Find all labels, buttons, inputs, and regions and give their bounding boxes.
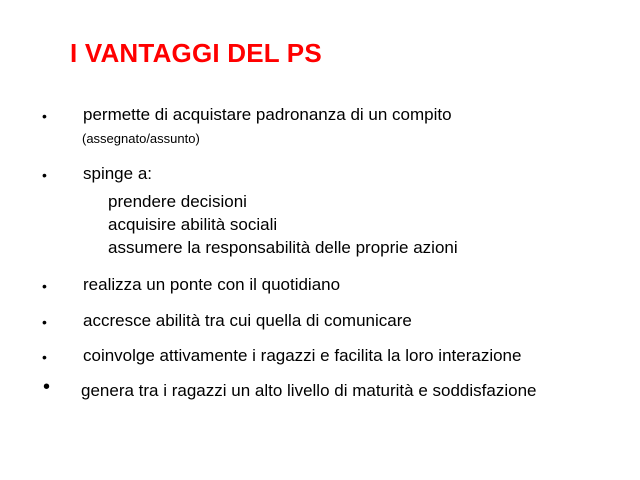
bullet-icon: • xyxy=(42,314,47,330)
bullet-icon: • xyxy=(42,349,47,365)
bullet-text: realizza un ponte con il quotidiano xyxy=(83,275,341,294)
bullet-text: spinge a: xyxy=(83,164,152,183)
bullet-text: permette di acquistare padronanza di un compito xyxy=(83,105,452,124)
bullet-icon: • xyxy=(42,278,47,294)
sub-item: assumere la responsabilità delle proprie azioni xyxy=(108,238,458,257)
sub-item: prendere decisioni xyxy=(108,192,247,211)
bullet-icon: • xyxy=(43,376,51,398)
bullet-icon: • xyxy=(42,108,47,124)
bullet-icon: • xyxy=(42,167,47,183)
slide-title: I VANTAGGI DEL PS xyxy=(70,38,322,68)
sub-item: acquisire abilità sociali xyxy=(108,215,278,234)
bullet-note: (assegnato/assunto) xyxy=(82,131,200,146)
bullet-text: coinvolge attivamente i ragazzi e facilita la loro interazione xyxy=(83,346,522,365)
bullet-text: genera tra i ragazzi un alto livello di maturità e soddisfazione xyxy=(81,381,537,400)
bullet-text: accresce abilità tra cui quella di comunicare xyxy=(83,311,412,330)
